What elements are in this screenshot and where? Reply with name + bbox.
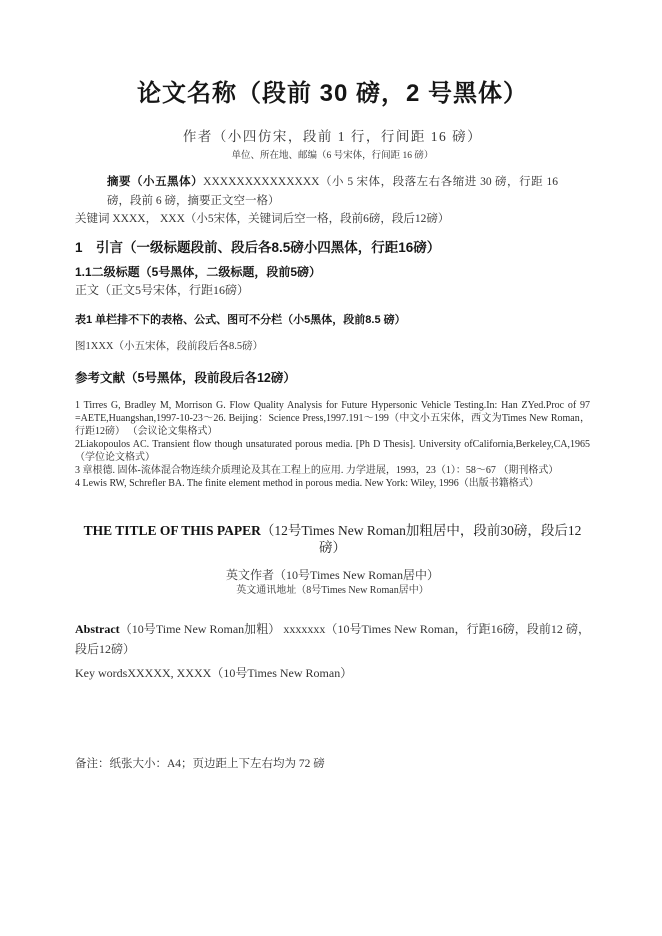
keywords-line-en: Key wordsXXXXX, XXXX（10号Times New Roman） bbox=[75, 666, 353, 680]
abstract-body-en: （10号Time New Roman加粗） xxxxxxx（10号Times New Roman，行距16磅，段前12 磅，段后12磅） bbox=[75, 622, 590, 656]
footer-note: 备注：纸张大小：A4；页边距上下左右均为 72 磅 bbox=[75, 758, 325, 770]
abstract-body-cn: XXXXXXXXXXXXXX（小 5 宋体，段落左右各缩进 30 磅，行距 16 磅，段前 6 磅，摘要正文空一格） bbox=[107, 176, 558, 207]
references-list bbox=[75, 399, 590, 490]
paper-title-en-main: THE TITLE OF THIS PAPER bbox=[83, 523, 261, 538]
references-heading: 参考文献（5号黑体，段前段后各12磅） bbox=[75, 371, 296, 385]
reference-item: 2Liakopoulos AC. Transient flow though unsaturated porous media. [Ph D Thesis]. University ofCalifornia,Berkeley,CA,1965（学位论文格式） bbox=[75, 439, 590, 463]
keywords-line-cn: 关键词 XXXX， XXX（小5宋体，关键词后空一格，段前6磅，段后12磅） bbox=[75, 213, 450, 225]
reference-item: 1 Tirres G, Bradley M, Morrison G. Flow Quality Analysis for Future Hypersonic Vehicle Testing.In: Han ZYed.Proc of 97 =AETE,Huangshan,1997-10-23～26. Beijing：Science Press,1997.191～199（中文小五宋体，西文为Times New Roman，行距12磅） （会议论文集格式） bbox=[75, 400, 590, 437]
author-line-cn: 作者（小四仿宋，段前 1 行，行间距 16 磅） bbox=[182, 129, 483, 144]
body-text-line: 正文（正文5号宋体，行距16磅） bbox=[75, 283, 250, 297]
abstract-label-en: Abstract bbox=[75, 622, 120, 636]
paper-title-en bbox=[75, 522, 590, 556]
document-content bbox=[0, 78, 662, 771]
abstract-paragraph-en bbox=[75, 619, 590, 659]
figure-caption: 图1XXX（小五宋体，段前段后各8.5磅） bbox=[75, 341, 264, 352]
reference-item: 4 Lewis RW, Schrefler BA. The finite element method in porous media. New York: Wiley, 1996（出版书籍格式） bbox=[75, 478, 539, 489]
affiliation-line-cn: 单位、所在地、邮编（6 号宋体，行间距 16 磅） bbox=[231, 151, 434, 161]
paper-title-cn: 论文名称（段前 30 磅，2 号黑体） bbox=[136, 80, 529, 107]
abstract-label-cn: 摘要（小五黑体） bbox=[107, 176, 204, 188]
section-heading-1-1: 1.1二级标题（5号黑体，二级标题，段前5磅） bbox=[75, 265, 322, 279]
abstract-paragraph-cn bbox=[107, 173, 558, 211]
section-heading-1: 1 引言（一级标题段前、段后各8.5磅小四黑体，行距16磅） bbox=[75, 240, 441, 255]
address-line-en: 英文通讯地址（8号Times New Roman居中） bbox=[236, 585, 429, 596]
author-line-en: 英文作者（10号Times New Roman居中） bbox=[226, 568, 439, 582]
table-caption: 表1 单栏排不下的表格、公式、图可不分栏（小5黑体，段前8.5 磅） bbox=[75, 314, 406, 326]
reference-item: 3 章根德. 固体-流体混合物连续介质理论及其在工程上的应用. 力学进展，1993，23（1）：58～67 （期刊格式） bbox=[75, 465, 559, 476]
paper-title-en-note: （12号Times New Roman加粗居中，段前30磅，段后12磅） bbox=[260, 523, 582, 555]
